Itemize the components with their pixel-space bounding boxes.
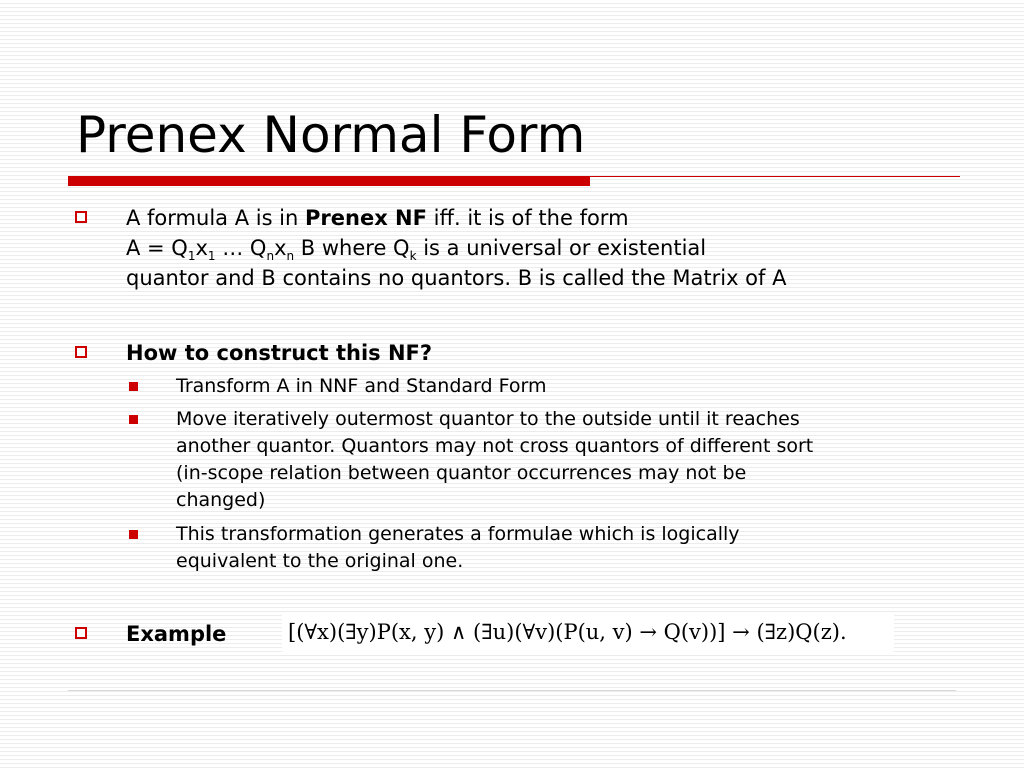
bullet-3-label: Example bbox=[126, 622, 227, 646]
subscript: 1 bbox=[207, 249, 216, 264]
example-formula-image: [(∀x)(∃y)P(x, y) ∧ (∃u)(∀v)(P(u, v) → Q(v))] → (∃z)Q(z). bbox=[282, 612, 894, 652]
subscript: n bbox=[266, 249, 275, 264]
bullet-1-text: iff. it is of the form bbox=[426, 206, 629, 230]
sub-item-2-line: another quantor. Quantors may not cross quantors of different sort bbox=[176, 435, 814, 457]
formula-text: x bbox=[274, 236, 287, 260]
hollow-square-bullet-icon bbox=[75, 211, 87, 223]
bullet-1-text: A formula A is in bbox=[126, 206, 306, 230]
bullet-2-label: How to construct this NF? bbox=[126, 341, 433, 365]
bullet-2-heading bbox=[126, 338, 432, 368]
formula-text: A = Q bbox=[126, 236, 188, 260]
slide-title: Prenex Normal Form bbox=[76, 106, 586, 164]
sub-item-2-line: (in-scope relation between quantor occurrences may not be bbox=[176, 462, 747, 484]
sub-item-3-line: This transformation generates a formulae which is logically bbox=[176, 523, 740, 545]
formula-text: is a universal or existential bbox=[416, 236, 707, 260]
title-accent-bar bbox=[68, 176, 590, 186]
sub-item-2-line: changed) bbox=[176, 489, 266, 511]
formula-text: x bbox=[195, 236, 208, 260]
hollow-square-bullet-icon bbox=[75, 627, 87, 639]
bullet-1-bold-term: Prenex NF bbox=[305, 206, 427, 230]
sub-item-2-line: Move iteratively outermost quantor to the outside until it reaches bbox=[176, 408, 800, 430]
bullet-1-line-2 bbox=[126, 233, 706, 263]
formula-text: … Q bbox=[215, 236, 267, 260]
bullet-1-line-3: quantor and B contains no quantors. B is called the Matrix of A bbox=[126, 266, 787, 290]
subscript: 1 bbox=[187, 249, 196, 264]
subscript: k bbox=[409, 249, 417, 264]
filled-square-bullet-icon bbox=[129, 382, 138, 391]
bullet-1-line-1 bbox=[126, 203, 629, 233]
filled-square-bullet-icon bbox=[129, 415, 138, 424]
hollow-square-bullet-icon bbox=[75, 346, 87, 358]
filled-square-bullet-icon bbox=[129, 530, 138, 539]
formula-text: B where Q bbox=[294, 236, 410, 260]
sub-item-3-line: equivalent to the original one. bbox=[176, 550, 464, 572]
title-underline bbox=[590, 176, 960, 177]
footer-line bbox=[68, 690, 956, 691]
sub-item-1-line: Transform A in NNF and Standard Form bbox=[176, 375, 547, 397]
bullet-3-heading bbox=[126, 619, 226, 649]
subscript: n bbox=[286, 249, 295, 264]
